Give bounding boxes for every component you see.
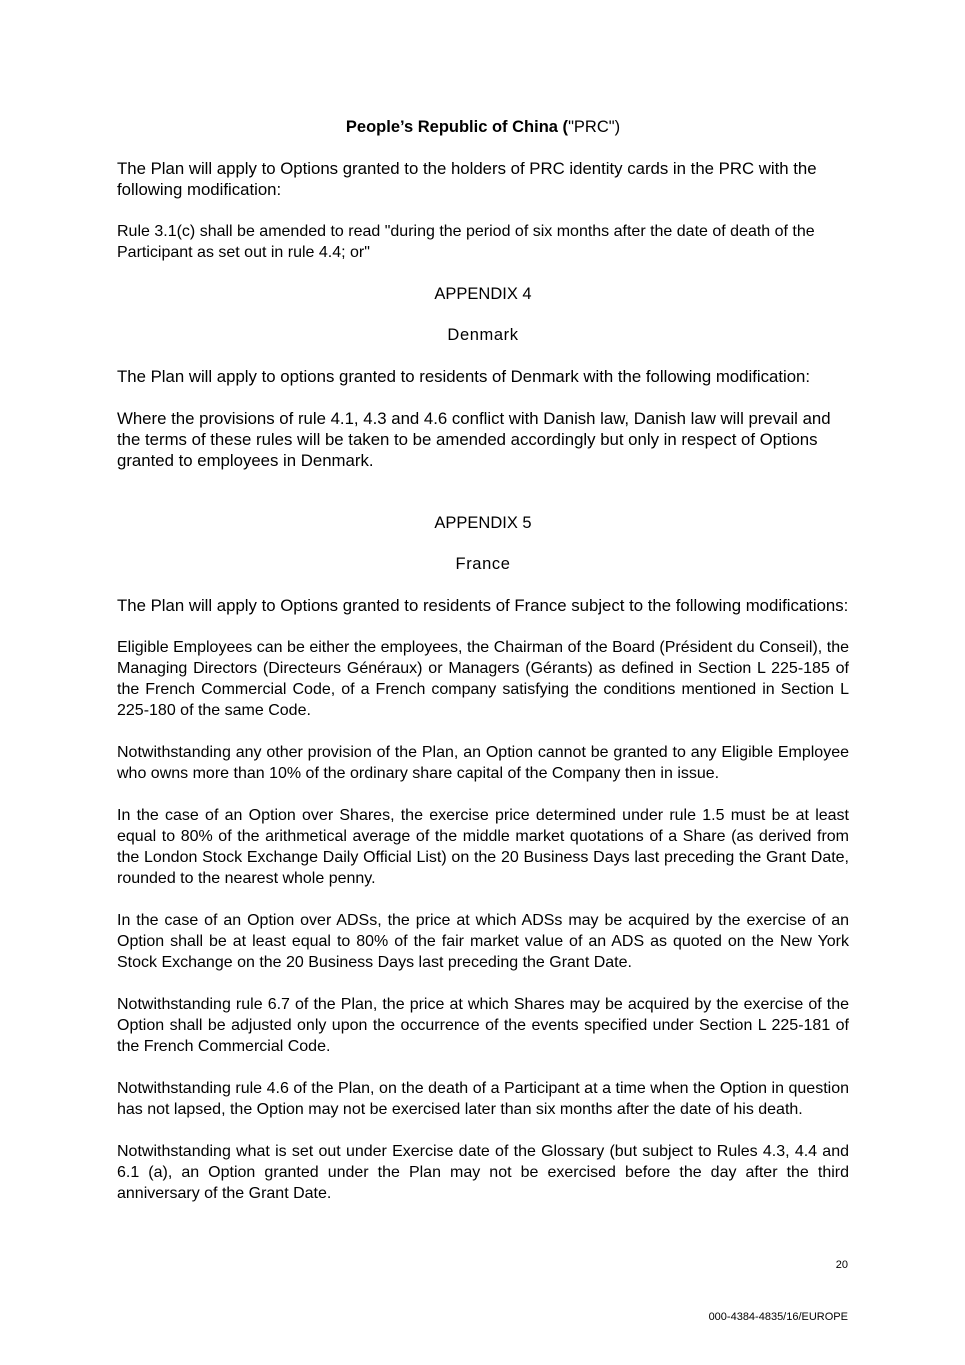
france-paragraph-intro: The Plan will apply to Options granted to residents of France subject to the following modifications: bbox=[117, 596, 849, 615]
france-paragraph: Notwithstanding rule 6.7 of the Plan, the price at which Shares may be acquired by the exercise of the Option shall be adjusted only upon the occurrence of the events specified under Section L 225-181 of the French Commercial Code. bbox=[117, 996, 849, 1055]
denmark-paragraph-provisions: Where the provisions of rule 4.1, 4.3 and 4.6 conflict with Danish law, Danish law will prevail and the terms of these rules will be taken to be amended accordingly but only in respect of Options granted to employees in Denmark. bbox=[117, 409, 831, 470]
document-body bbox=[117, 117, 849, 1225]
page-number: 20 bbox=[835, 1259, 848, 1271]
document-reference: 000-4384-4835/16/EUROPE bbox=[708, 1311, 848, 1323]
appendix-4-label: APPENDIX 4 bbox=[434, 285, 532, 303]
france-paragraph: Eligible Employees can be either the employees, the Chairman of the Board (Président du Conseil), the Managing Directors (Directeurs Généraux) or Managers (Gérants) as defined in Section L 225-185 of the French Commercial Code, of a French company satisfying the conditions mentioned in Section L 225-180 of the same Code. bbox=[117, 639, 849, 719]
france-paragraph: Notwithstanding what is set out under Exercise date of the Glossary (but subject to Rules 4.3, 4.4 and 6.1 (a), an Option granted under the Plan may not be exercised before the day after the third anniversary of the Grant Date. bbox=[117, 1143, 849, 1202]
denmark-paragraph-intro: The Plan will apply to options granted to residents of Denmark with the following modification: bbox=[117, 367, 811, 386]
prc-heading-abbrev: "PRC") bbox=[568, 118, 621, 136]
appendix-4-country: Denmark bbox=[447, 326, 519, 344]
appendix-5-country: France bbox=[455, 555, 511, 573]
prc-paragraph-intro: The Plan will apply to Options granted to the holders of PRC identity cards in the PRC with the following modification: bbox=[117, 159, 817, 199]
prc-paragraph-rule: Rule 3.1(c) shall be amended to read "during the period of six months after the date of death of the Participant as set out in rule 4.4; or" bbox=[117, 223, 815, 261]
france-paragraph: Notwithstanding rule 4.6 of the Plan, on the death of a Participant at a time when the Option in question has not lapsed, the Option may not be exercised later than six months after the date of his death. bbox=[117, 1080, 849, 1118]
prc-heading bbox=[117, 117, 849, 138]
france-paragraph: In the case of an Option over Shares, the exercise price determined under rule 1.5 must be at least equal to 80% of the arithmetical average of the middle market quotations of a Share (as derived from the London Stock Exchange Daily Official List) on the 20 Business Days last preceding the Grant Date, rounded to the nearest whole penny. bbox=[117, 807, 849, 887]
appendix-5-label: APPENDIX 5 bbox=[434, 514, 532, 532]
france-paragraph: In the case of an Option over ADSs, the price at which ADSs may be acquired by the exercise of an Option shall be at least equal to 80% of the fair market value of an ADS as quoted on the New York Stock Exchange on the 20 Business Days last preceding the Grant Date. bbox=[117, 912, 849, 971]
prc-heading-bold: People’s Republic of China ( bbox=[345, 118, 569, 136]
section-spacer bbox=[117, 492, 849, 513]
france-paragraph: Notwithstanding any other provision of the Plan, an Option cannot be granted to any Eligible Employee who owns more than 10% of the ordinary share capital of the Company then in issue. bbox=[117, 744, 849, 782]
